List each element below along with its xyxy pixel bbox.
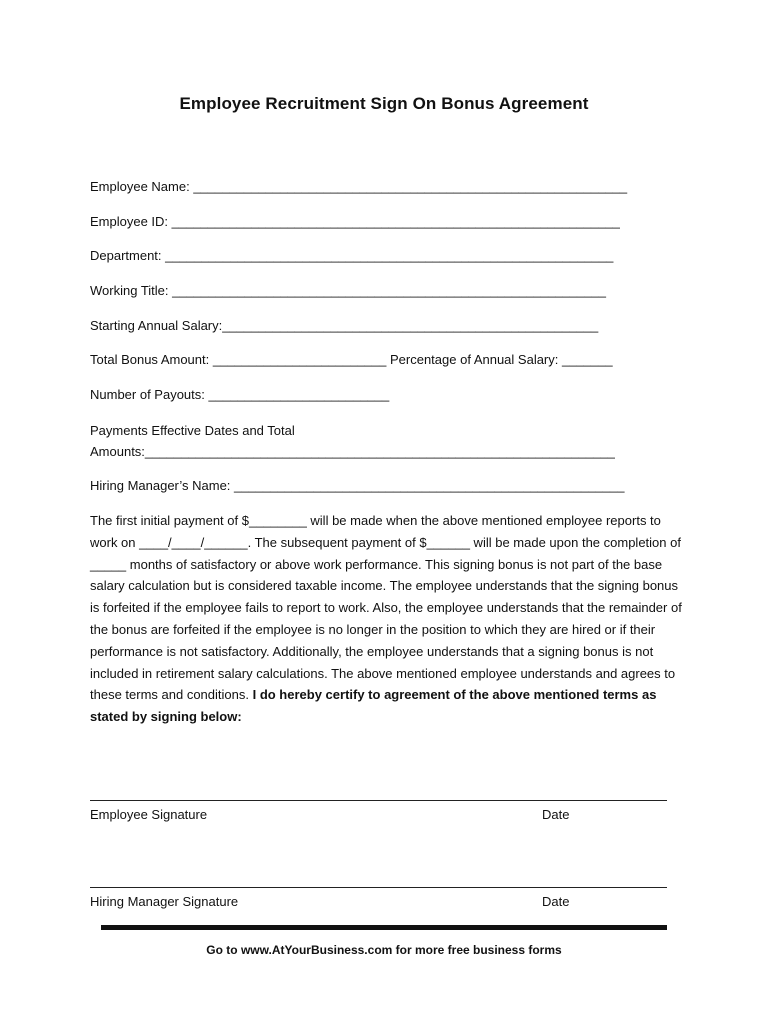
employee-id-field[interactable]: Employee ID: ______________________________________________________________ (90, 214, 620, 229)
footer-divider (101, 925, 667, 930)
hiring-manager-name-field[interactable]: Hiring Manager’s Name: ______________________________________________________ (90, 478, 625, 493)
number-of-payouts-field[interactable]: Number of Payouts: _________________________ (90, 387, 390, 402)
manager-signature-line[interactable] (90, 887, 667, 888)
employee-name-field[interactable]: Employee Name: ____________________________________________________________ (90, 179, 628, 194)
agreement-terms-text: The first initial payment of $________ will be made when the above mentioned employee reports to work on ____/____/______. The subsequent payment of $______ will be made upon the completion of _____ months of satisfactory or above work performance. This signing bonus is not part of the base salary calculation but is considered taxable income. The employee understands that the signing bonus is forfeited if the employee fails to report to work. Also, the employee understands that the remainder of the bonus are forfeited if the employee is no longer in the position to which they are hired or if their performance is not satisfactory. Additionally, the employee understands that a signing bonus is not included in retirement salary calculations. The above mentioned employee understands and agrees to these terms and conditions. (90, 513, 682, 703)
working-title-field[interactable]: Working Title: ____________________________________________________________ (90, 283, 606, 298)
manager-date-label: Date (542, 894, 570, 909)
bonus-amount-field[interactable]: Total Bonus Amount: ________________________ Percentage of Annual Salary: _______ (90, 352, 613, 367)
document-title: Employee Recruitment Sign On Bonus Agreement (179, 94, 589, 113)
agreement-paragraph (90, 510, 690, 728)
employee-date-label: Date (542, 807, 570, 822)
payments-dates-field[interactable]: Payments Effective Dates and Total Amounts:_________________________________________________________________ (90, 423, 615, 459)
certification-statement: I do hereby certify to agreement of the above mentioned terms as stated by signing below: (90, 687, 657, 725)
starting-salary-field[interactable]: Starting Annual Salary:____________________________________________________ (90, 318, 599, 333)
footer-link-text[interactable]: Go to www.AtYourBusiness.com for more free business forms (206, 943, 562, 957)
department-field[interactable]: Department: ______________________________________________________________ (90, 248, 614, 263)
employee-signature-line[interactable] (90, 800, 667, 801)
employee-signature-label: Employee Signature (90, 807, 208, 822)
manager-signature-label: Hiring Manager Signature (90, 894, 239, 909)
